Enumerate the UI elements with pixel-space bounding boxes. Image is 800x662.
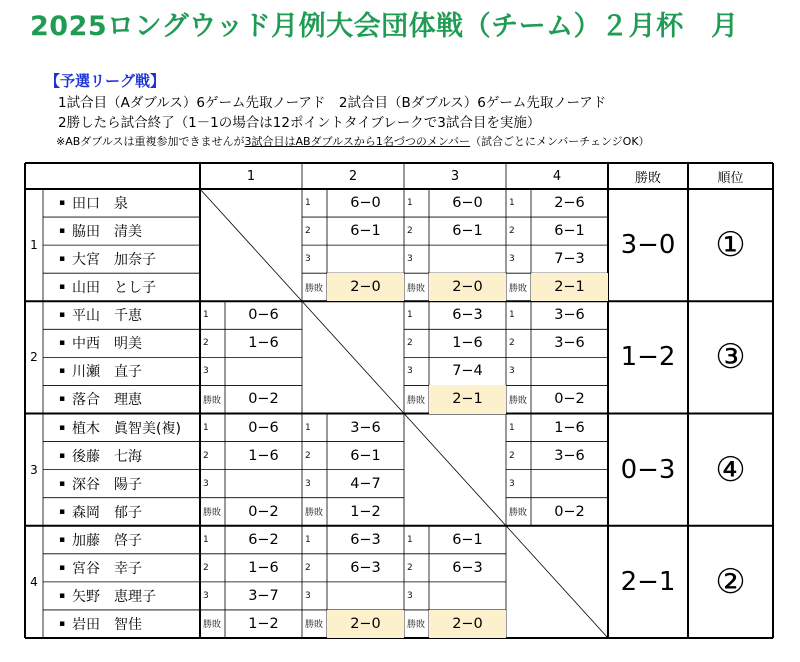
self-match-diagonal (506, 526, 608, 638)
match-result: 2−1 (554, 279, 585, 296)
player-name: 森岡 郁子 (72, 504, 142, 521)
rank-header: 順位 (717, 170, 744, 186)
match-label: 1 (305, 198, 311, 209)
match-label: 3 (203, 590, 209, 601)
team-number: 2 (30, 350, 38, 365)
match-label: 2 (509, 226, 515, 237)
team-record: 1−2 (620, 342, 676, 373)
game-score: 0−6 (248, 419, 279, 436)
match-label: 勝敗 (305, 620, 324, 631)
player-name: 岩田 智佳 (72, 616, 142, 633)
game-score: 6−0 (452, 195, 483, 212)
team-record: 2−1 (620, 566, 676, 597)
player-name: 田口 泉 (72, 196, 128, 213)
match-label: 1 (407, 198, 413, 209)
column-header-3: 3 (450, 168, 460, 184)
team-number: 4 (30, 574, 38, 589)
note-line (56, 133, 650, 149)
team-record: 3−0 (620, 230, 676, 261)
match-label: 3 (509, 254, 515, 265)
bullet-marker: ▪ (59, 534, 66, 545)
match-label: 1 (509, 422, 515, 433)
game-score: 6−1 (350, 447, 381, 464)
page-title: 2025ロングウッド月例大会団体戦（チーム）２月杯 月 (30, 11, 739, 42)
match-label: 2 (203, 562, 209, 573)
bullet-marker: ▪ (59, 394, 66, 405)
game-score: 7−3 (554, 251, 585, 268)
team-rank: ② (715, 561, 746, 602)
game-score: 1−6 (248, 447, 279, 464)
game-score: 1−6 (248, 335, 279, 352)
bullet-marker: ▪ (59, 282, 66, 293)
match-label: 勝敗 (509, 395, 528, 406)
player-name: 川瀬 直子 (72, 364, 142, 381)
match-result: 2−1 (452, 391, 483, 408)
bullet-marker: ▪ (59, 310, 66, 321)
match-label: 勝敗 (203, 620, 222, 631)
match-label: 1 (305, 534, 311, 545)
note-part-a: ※ABダブルスは重複参加できませんが (56, 135, 245, 148)
note-part-b-underlined: 3試合目はABダブルスから1名づつのメンバー (244, 135, 471, 148)
player-name: 落合 理恵 (72, 392, 142, 409)
game-score: 3−6 (350, 419, 381, 436)
game-score: 0−6 (248, 307, 279, 324)
bullet-marker: ▪ (59, 422, 66, 433)
match-result: 0−2 (248, 503, 279, 520)
match-result: 2−0 (452, 279, 483, 296)
team-rank: ① (715, 225, 746, 266)
match-label: 勝敗 (305, 508, 324, 519)
player-name: 中西 明美 (72, 336, 142, 353)
team-rank: ④ (715, 449, 746, 490)
match-label: 1 (203, 422, 209, 433)
match-label: 2 (407, 338, 413, 349)
match-label: 3 (407, 254, 413, 265)
match-label: 3 (203, 478, 209, 489)
team-rank: ③ (715, 337, 746, 378)
match-label: 2 (407, 226, 413, 237)
match-label: 勝敗 (407, 283, 426, 294)
game-score: 3−7 (248, 587, 279, 604)
team-number: 1 (30, 238, 38, 253)
match-result: 1−2 (350, 503, 381, 520)
player-name: 宮谷 幸子 (72, 560, 142, 577)
match-label: 2 (407, 562, 413, 573)
match-label: 2 (305, 226, 311, 237)
bullet-marker: ▪ (59, 590, 66, 601)
game-score: 1−6 (554, 419, 585, 436)
match-label: 1 (305, 422, 311, 433)
match-label: 3 (407, 590, 413, 601)
match-result: 2−0 (350, 615, 381, 632)
match-label: 3 (305, 478, 311, 489)
match-label: 1 (203, 534, 209, 545)
bullet-marker: ▪ (59, 478, 66, 489)
self-match-diagonal (302, 301, 404, 413)
match-label: 勝敗 (305, 283, 324, 294)
note-part-c: （試合ごとにメンバーチェンジOK） (470, 135, 650, 148)
match-result: 0−2 (554, 503, 585, 520)
rule-line-1: 1試合目（Aダブルス）6ゲーム先取ノーアド 2試合目（Bダブルス）6ゲーム先取ノーアド (58, 95, 607, 111)
record-header: 勝敗 (634, 170, 661, 186)
bullet-marker: ▪ (59, 366, 66, 377)
game-score: 6−1 (350, 223, 381, 240)
game-score: 6−1 (452, 223, 483, 240)
game-score: 6−1 (554, 223, 585, 240)
match-result: 2−0 (452, 615, 483, 632)
match-label: 1 (407, 310, 413, 321)
game-score: 1−6 (452, 335, 483, 352)
match-label: 3 (305, 254, 311, 265)
game-score: 6−3 (350, 531, 381, 548)
match-label: 2 (509, 450, 515, 461)
bullet-marker: ▪ (59, 450, 66, 461)
column-header-2: 2 (348, 168, 358, 184)
match-label: 3 (203, 366, 209, 377)
game-score: 3−6 (554, 447, 585, 464)
bullet-marker: ▪ (59, 506, 66, 517)
game-score: 6−3 (350, 559, 381, 576)
match-label: 2 (203, 338, 209, 349)
game-score: 4−7 (350, 475, 381, 492)
game-score: 6−2 (248, 531, 279, 548)
match-label: 勝敗 (407, 620, 426, 631)
match-label: 3 (509, 366, 515, 377)
match-label: 1 (203, 310, 209, 321)
bullet-marker: ▪ (59, 562, 66, 573)
player-name: 山田 とし子 (72, 280, 156, 297)
team-record: 0−3 (620, 454, 676, 485)
match-result: 0−2 (554, 391, 585, 408)
match-result: 1−2 (248, 615, 279, 632)
self-match-diagonal (404, 414, 506, 526)
match-label: 1 (509, 310, 515, 321)
game-score: 3−6 (554, 335, 585, 352)
player-name: 加藤 啓子 (72, 532, 142, 549)
team-number: 3 (30, 462, 38, 477)
match-label: 勝敗 (509, 508, 528, 519)
match-label: 3 (509, 478, 515, 489)
player-name: 矢野 恵理子 (72, 588, 156, 605)
self-match-diagonal (200, 189, 302, 301)
player-name: 平山 千恵 (72, 308, 142, 325)
game-score: 1−6 (248, 559, 279, 576)
game-score: 6−0 (350, 195, 381, 212)
match-label: 2 (509, 338, 515, 349)
match-label: 2 (203, 450, 209, 461)
match-label: 勝敗 (203, 395, 222, 406)
game-score: 6−1 (452, 531, 483, 548)
column-header-1: 1 (246, 168, 256, 184)
match-label: 1 (509, 198, 515, 209)
game-score: 6−3 (452, 307, 483, 324)
rule-line-2: 2勝したら試合終了（1－1の場合は12ポイントタイブレークで3試合目を実施） (58, 115, 541, 131)
league-table (25, 163, 773, 638)
match-label: 勝敗 (509, 283, 528, 294)
match-result: 0−2 (248, 391, 279, 408)
match-label: 3 (305, 590, 311, 601)
match-result: 2−0 (350, 279, 381, 296)
match-label: 1 (407, 534, 413, 545)
match-label: 2 (305, 562, 311, 573)
player-name: 脇田 清美 (72, 224, 142, 241)
game-score: 6−3 (452, 559, 483, 576)
column-header-4: 4 (552, 168, 562, 184)
match-label: 勝敗 (407, 395, 426, 406)
game-score: 2−6 (554, 195, 585, 212)
bullet-marker: ▪ (59, 198, 66, 209)
player-name: 深谷 陽子 (72, 476, 142, 493)
section-heading: 【予選リーグ戦】 (45, 72, 166, 90)
player-name: 植木 眞智美(複) (72, 420, 181, 437)
match-label: 3 (407, 366, 413, 377)
match-label: 2 (305, 450, 311, 461)
player-name: 後藤 七海 (72, 448, 142, 465)
match-label: 勝敗 (203, 508, 222, 519)
game-score: 3−6 (554, 307, 585, 324)
game-score: 7−4 (452, 363, 483, 380)
bullet-marker: ▪ (59, 254, 66, 265)
bullet-marker: ▪ (59, 226, 66, 237)
player-name: 大宮 加奈子 (72, 252, 156, 269)
bullet-marker: ▪ (59, 618, 66, 629)
bullet-marker: ▪ (59, 338, 66, 349)
